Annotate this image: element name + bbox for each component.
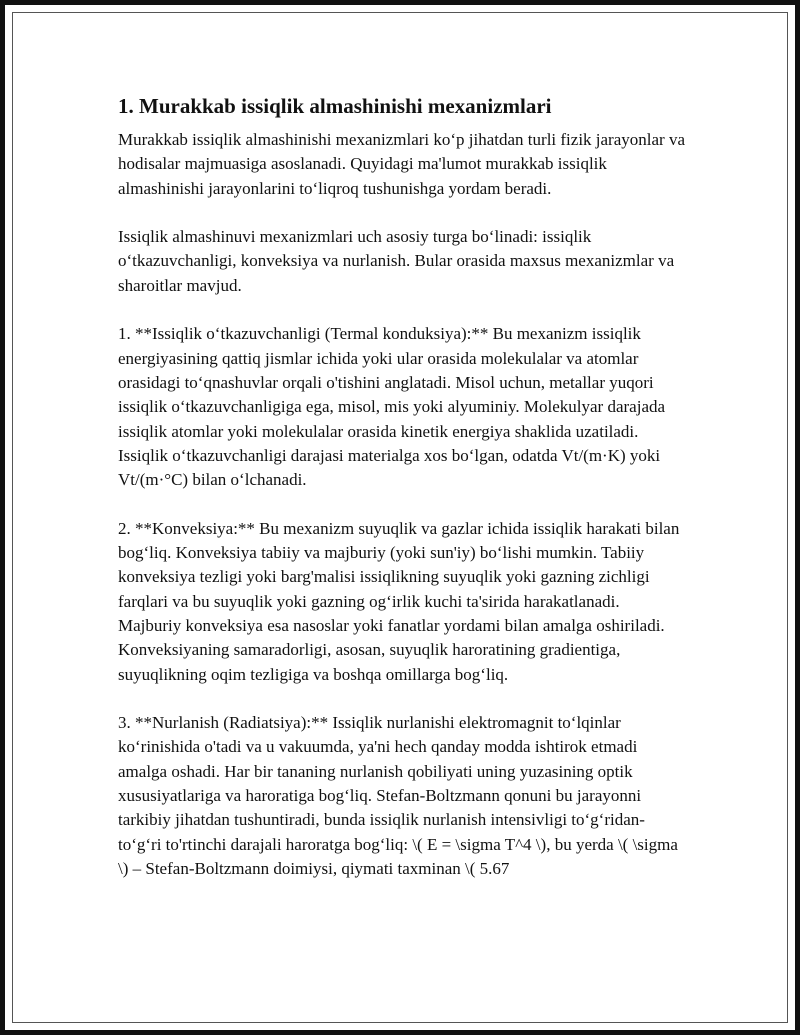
paragraph-radiation: 3. **Nurlanish (Radiatsiya):** Issiqlik nurlanishi elektromagnit to‘lqinlar ko‘rinishida o'tadi va u vakuumda, ya'ni hech qanday modda ishtirok etmadi amalga oshadi. Har bir tananing nurlanish qobiliyati uning yuzasining optik xususiyatlariga va haroratiga bog‘liq. Stefan-Boltzmann qonuni bu jarayonni tarkibiy jihatdan tushuntiradi, bunda issiqlik nurlanish intensivligi to‘g‘ridan-to‘g‘ri to'rtinchi darajali haroratga bog‘liq: \( E = \sigma T^4 \), bu yerda \( \sigma \) – Stefan-Boltzmann doimiysi, qiymati taxminan \( 5.67: [118, 713, 678, 878]
paragraph-convection: 2. **Konveksiya:** Bu mexanizm suyuqlik va gazlar ichida issiqlik harakati bilan bog‘liq. Konveksiya tabiiy va majburiy (yoki sun'iy) bo‘lishi mumkin. Tabiiy konveksiya tezligi yoki barg'malisi issiqlikning suyuqlik yoki gazning zichligi farqlari va bu suyuqlik yoki gazning og‘irlik kuchi ta'sirida harakatlanadi. Majburiy konveksiya esa nasoslar yoki fanatlar yordami bilan amalga oshiriladi. Konveksiyaning samaradorligi, asosan, suyuqlik haroratining gradientiga, suyuqlikning oqim tezligiga va boshqa omillarga bog‘liq.: [118, 518, 680, 684]
section-heading: 1. Murakkab issiqlik almashinishi mexanizmlari: [118, 94, 552, 118]
paragraph-overview: Issiqlik almashinuvi mexanizmlari uch asosiy turga bo‘linadi: issiqlik o‘tkazuvchanligi, konveksiya va nurlanish. Bular orasida maxsus mexanizmlar va sharoitlar mavjud.: [118, 227, 675, 295]
paragraph-intro: Murakkab issiqlik almashinishi mexanizmlari ko‘p jihatdan turli fizik jarayonlar va hodisalar majmuasiga asoslanadi. Quyidagi ma'lumot murakkab issiqlik almashinishi jarayonlarini to‘liqroq tushunishga yordam beradi.: [118, 130, 685, 198]
paragraph-conduction: 1. **Issiqlik o‘tkazuvchanligi (Termal konduksiya):** Bu mexanizm issiqlik energiyasining qattiq jismlar ichida yoki ular orasida molekulalar va atomlar orasidagi to‘qnashuvlar orqali o'tishini anglatadi. Misol uchun, metallar yuqori issiqlik o‘tkazuvchanligiga ega, misol, mis yoki alyuminiy. Molekulyar darajada issiqlik atomlar yoki molekulalar orasida kinetik energiya shaklida uzatiladi. Issiqlik o‘tkazuvchanligi darajasi materialga xos bo‘lgan, odatda Vt/(m·K) yoki Vt/(m·°C) bilan o‘lchanadi.: [118, 324, 666, 490]
document-body: [118, 92, 686, 906]
